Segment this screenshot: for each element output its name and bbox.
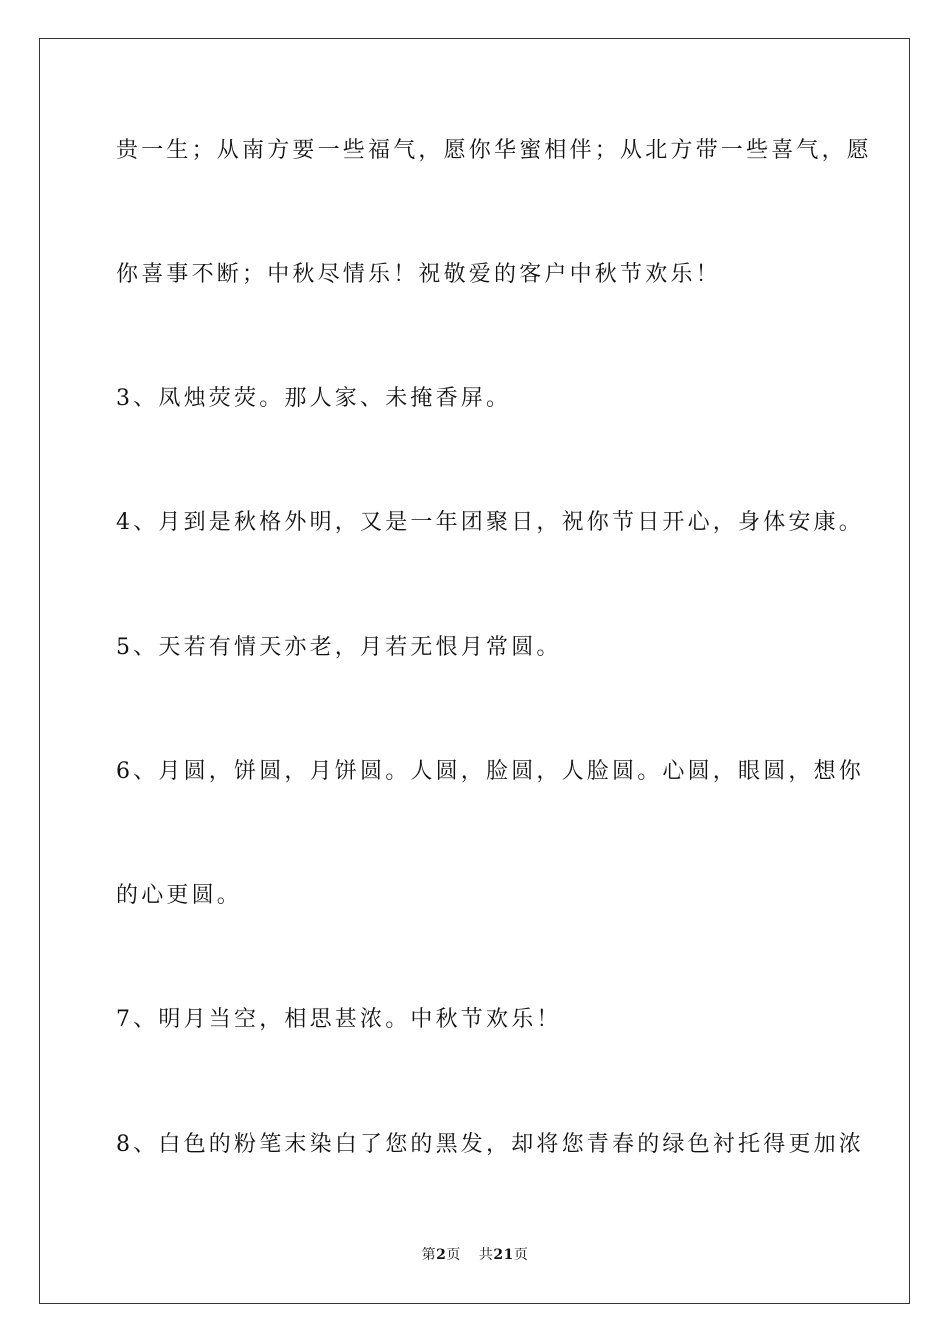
text-line-6: 6、月圆，饼圆，月饼圆。人圆，脸圆，人脸圆。心圆，眼圆，想你 <box>116 759 864 784</box>
text-line-8: 7、明月当空，相思甚浓。中秋节欢乐！ <box>116 1007 562 1032</box>
text-line-9: 8、白色的粉笔末染白了您的黑发，却将您青春的绿色衬托得更加浓 <box>116 1132 864 1157</box>
page-prefix: 第 <box>421 1247 437 1263</box>
text-line-5: 5、天若有情天亦老，月若无恨月常圆。 <box>116 635 562 660</box>
text-line-7: 的心更圆。 <box>116 883 243 908</box>
text-line-3: 3、凤烛荧荧。那人家、未掩香屏。 <box>116 386 512 411</box>
page-number: 2 <box>436 1247 447 1263</box>
page-footer <box>0 1245 950 1265</box>
page-suffix: 页 <box>446 1247 461 1263</box>
total-suffix: 页 <box>513 1247 529 1263</box>
text-line-4: 4、月到是秋格外明，又是一年团聚日，祝你节日开心，身体安康。 <box>116 510 864 535</box>
total-pages: 21 <box>493 1247 514 1263</box>
page-border <box>39 38 910 1304</box>
total-prefix: 共 <box>478 1247 494 1263</box>
text-line-2: 你喜事不断；中秋尽情乐！祝敬爱的客户中秋节欢乐！ <box>116 262 721 287</box>
text-line-1: 贵一生；从南方要一些福气，愿你华蜜相伴；从北方带一些喜气，愿 <box>116 138 873 163</box>
